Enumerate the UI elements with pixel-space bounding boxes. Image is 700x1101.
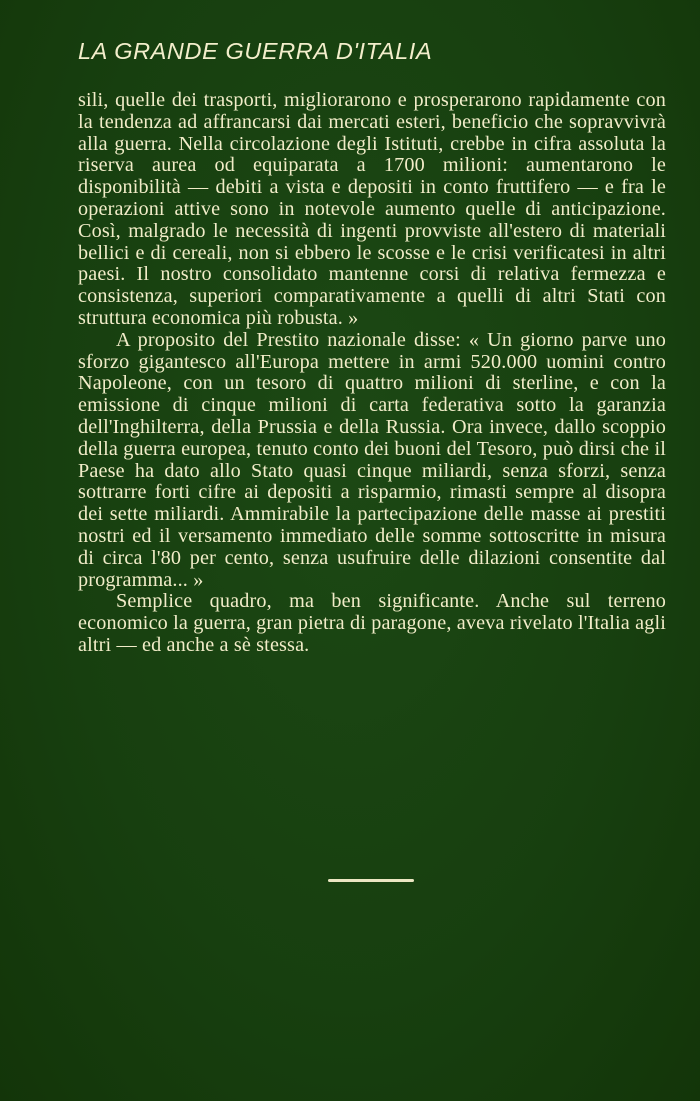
paragraph-3: Semplice quadro, ma ben significante. Anche sul terreno economico la guerra, gran pietra di paragone, aveva rivelato l'Italia agli altri — ed anche a sè stessa. [78,590,666,656]
running-head: LA GRANDE GUERRA D'ITALIA [78,38,433,64]
paragraph-1: sili, quelle dei trasporti, migliorarono e prosperarono rapidamente con la tendenza ad affrancarsi dai mercati esteri, beneficio che sopravvivrà alla guerra. Nella circolazione degli Istituti, crebbe in cifra assoluta la riserva aurea od equiparata a 1700 milioni: aumentarono le disponibilità — debiti a vista e depositi in conto fruttifero — e fra le operazioni attive sono in notevole aumento quelle di anticipazione. Così, malgrado le necessità di ingenti provviste all'estero di materiali bellici e di cereali, non si ebbero le scosse e le crisi verificatesi in altri paesi. Il nostro consolidato mantenne corsi di relativa fermezza e consistenza, superiori comparativamente a quelli di altri Stati con struttura economica più robusta. » [78,89,666,329]
section-end-rule [328,879,414,882]
body-text [78,90,666,657]
paragraph-2: A proposito del Prestito nazionale disse: « Un giorno parve uno sforzo gigantesco all'Europa mettere in armi 520.000 uomini contro Napoleone, con un tesoro di quattro milioni di sterline, e con la emissione di cinque milioni di carta federativa sotto la garanzia dell'Inghilterra, della Prussia e della Russia. Ora invece, dallo scoppio della guerra europea, tenuto conto dei buoni del Tesoro, può dirsi che il Paese ha dato allo Stato quasi cinque miliardi, senza sforzi, senza sottrarre forti cifre ai depositi a risparmio, rimasti sempre al disopra dei sette miliardi. Ammirabile la partecipazione delle masse ai prestiti nostri ed il versamento immediato delle somme sottoscritte in misura di circa l'80 per cento, senza usufruire delle dilazioni consentite dal programma... » [78,328,666,591]
